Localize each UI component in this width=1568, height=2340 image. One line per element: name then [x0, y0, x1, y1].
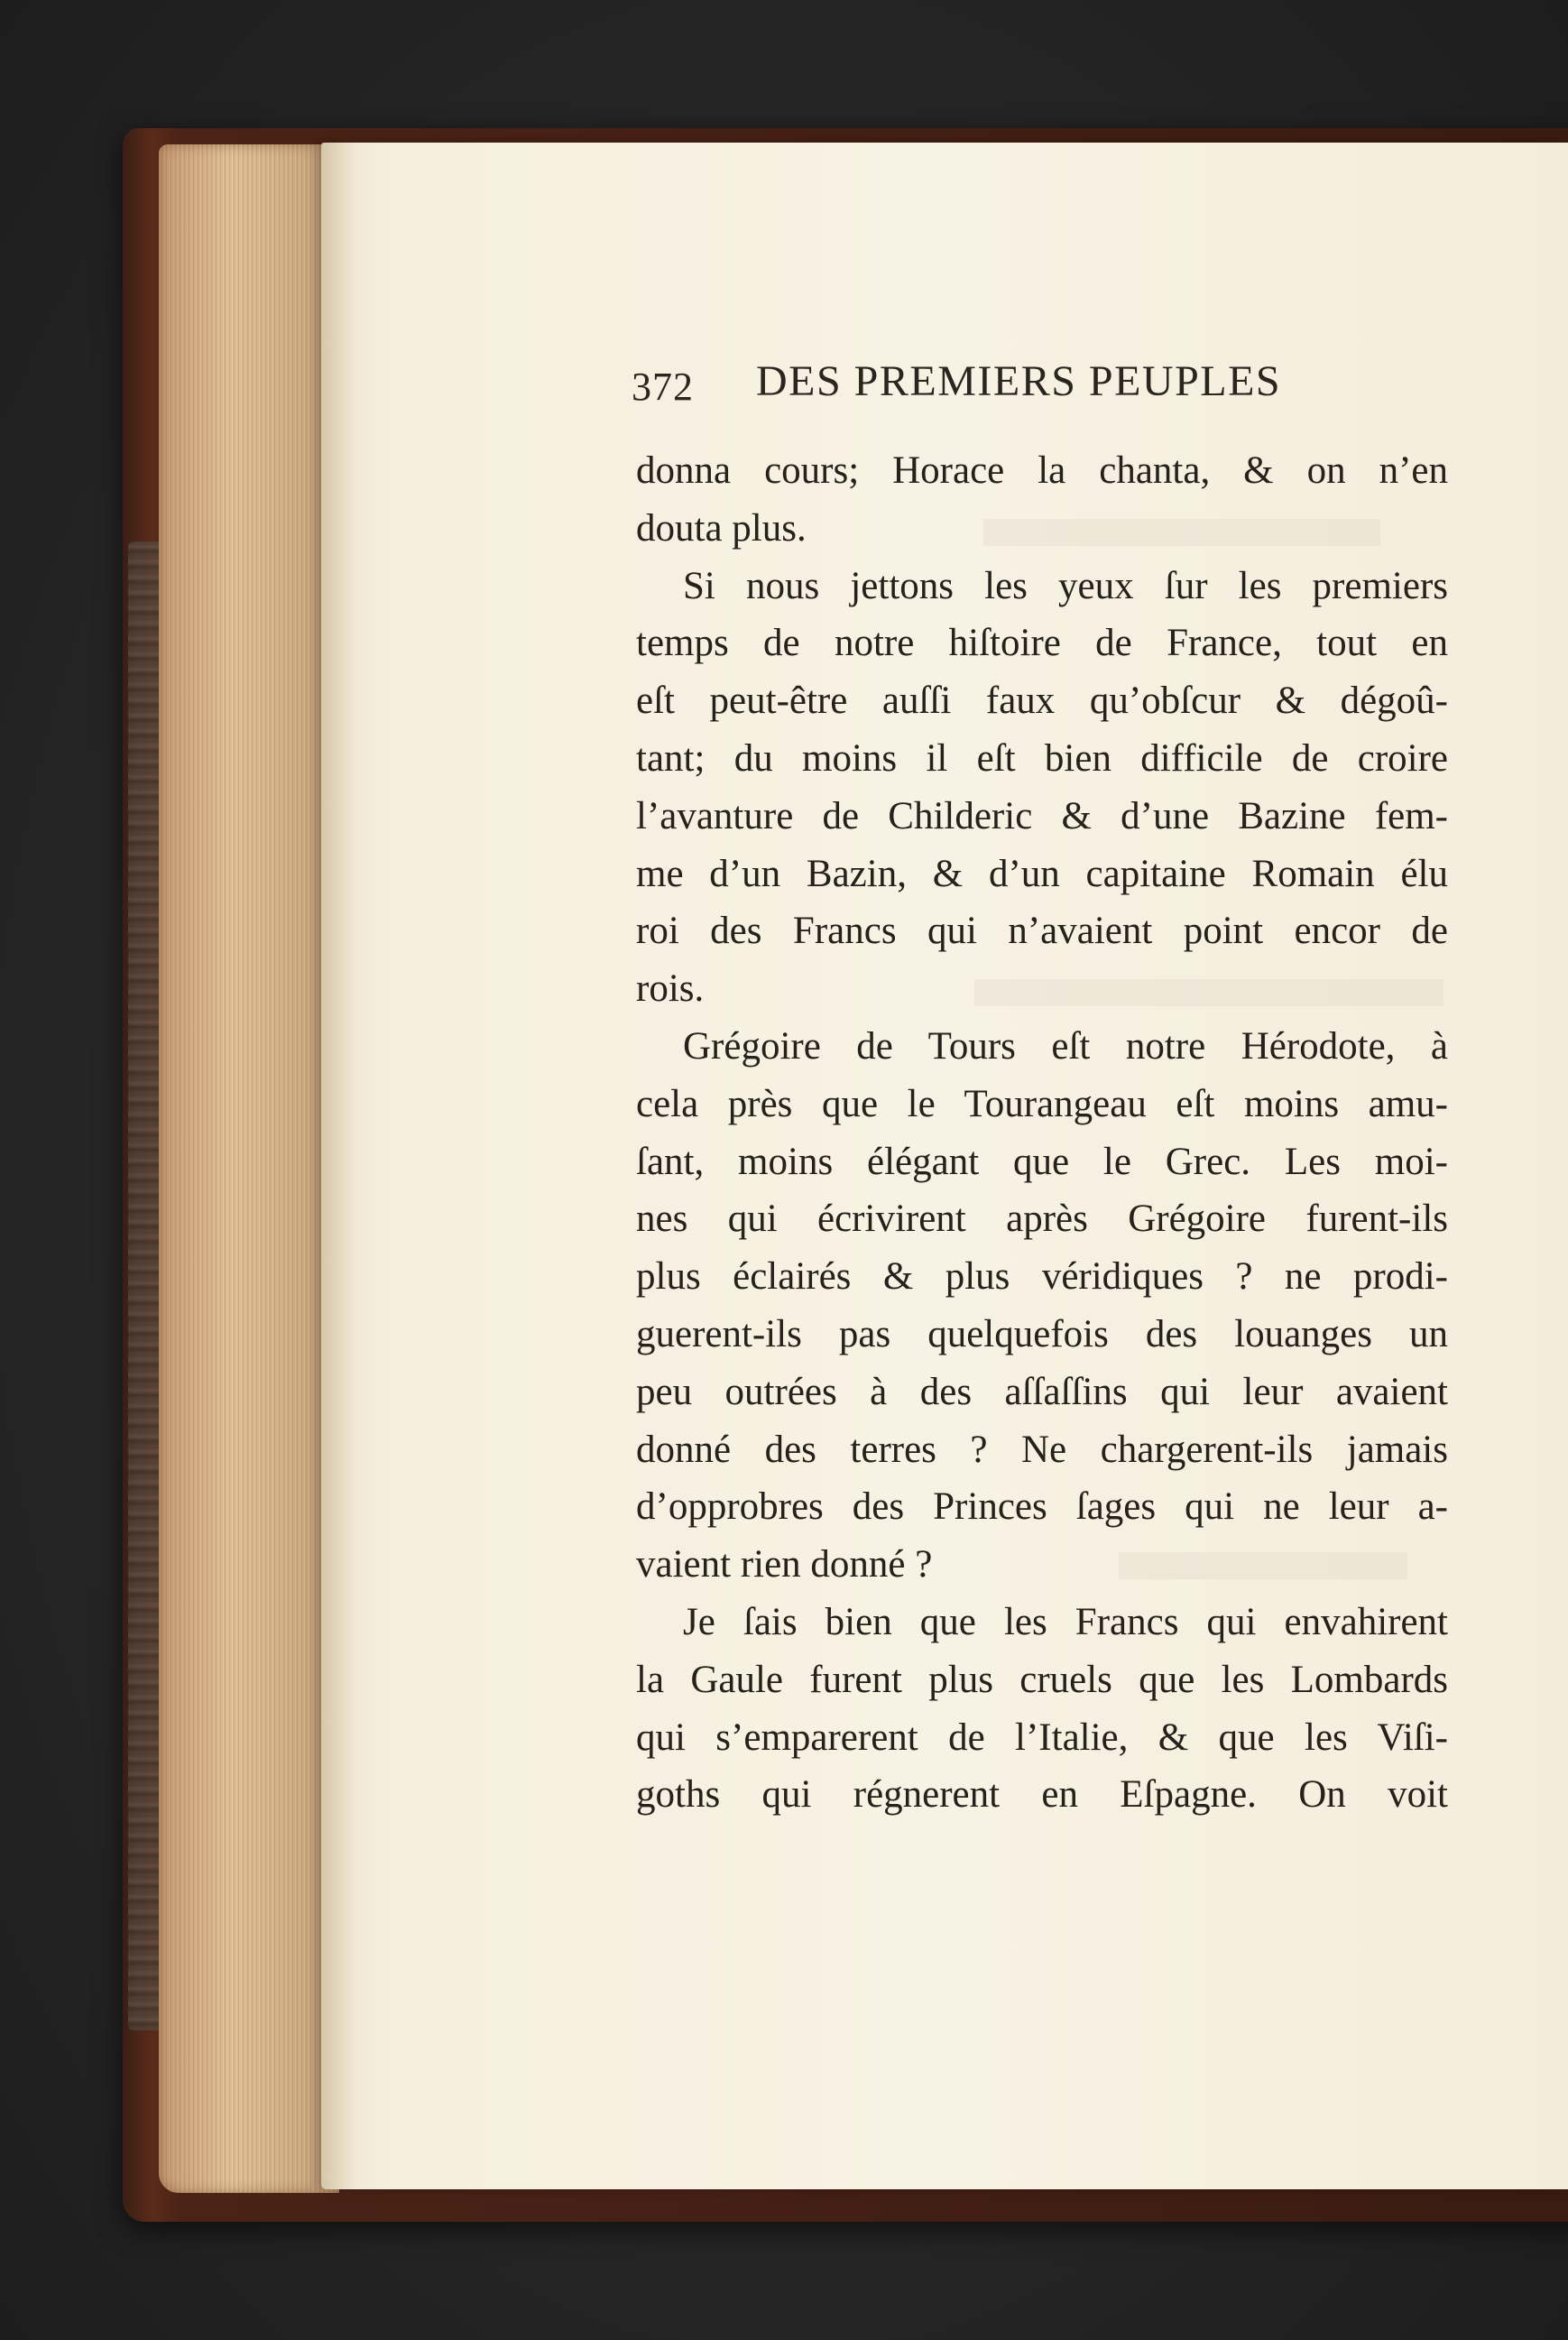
text-line: d’opprobres des Princes ſages qui ne leur a- — [636, 1485, 1448, 1529]
text-line: nes qui écrivirent après Grégoire furent-ils — [636, 1198, 1448, 1241]
text-line: qui s’emparerent de l’Italie, & que les Viſi- — [636, 1716, 1448, 1759]
text-line: roi des Francs qui n’avaient point encor de — [636, 910, 1448, 953]
text-line: cela près que le Tourangeau eſt moins amu- — [636, 1082, 1448, 1125]
text-line: vaient rien donné ? — [636, 1543, 933, 1586]
text-line: eſt peut-être auſſi faux qu’obſcur & dégoû- — [636, 680, 1448, 723]
page-number: 372 — [632, 365, 694, 409]
text-line: douta plus. — [636, 506, 807, 550]
text-line: goths qui régnerent en Eſpagne. On voit — [636, 1773, 1448, 1817]
text-line: me d’un Bazin, & d’un capitaine Romain élu — [636, 852, 1448, 895]
text-line: Si nous jettons les yeux ſur les premiers — [683, 564, 1448, 607]
running-head — [632, 356, 1480, 420]
text-line: rois. — [636, 967, 705, 1011]
text-line: la Gaule furent plus cruels que les Lombards — [636, 1658, 1448, 1701]
running-head-title: DES PREMIERS PEUPLES — [756, 357, 1282, 405]
page-edges — [159, 144, 339, 2193]
text-line: donna cours; Horace la chanta, & on n’en — [636, 449, 1448, 492]
text-line: plus éclairés & plus véridiques ? ne prodi- — [636, 1255, 1448, 1299]
text-line: tant; du moins il eſt bien difficile de croire — [636, 736, 1448, 780]
text-line: l’avanture de Childeric & d’une Bazine fem- — [636, 794, 1448, 837]
body-text — [636, 442, 1448, 1824]
text-line: guerent-ils pas quelquefois des louanges un — [636, 1312, 1448, 1355]
text-line: Grégoire de Tours eſt notre Hérodote, à — [683, 1024, 1448, 1068]
text-line: ſant, moins élégant que le Grec. Les moi- — [636, 1140, 1448, 1183]
text-line: Je ſais bien que les Francs qui envahirent — [683, 1600, 1448, 1643]
text-line: donné des terres ? Ne chargerent-ils jamais — [636, 1428, 1448, 1471]
text-line: peu outrées à des aſſaſſins qui leur avaient — [636, 1370, 1448, 1413]
text-line: temps de notre hiſtoire de France, tout en — [636, 622, 1448, 665]
